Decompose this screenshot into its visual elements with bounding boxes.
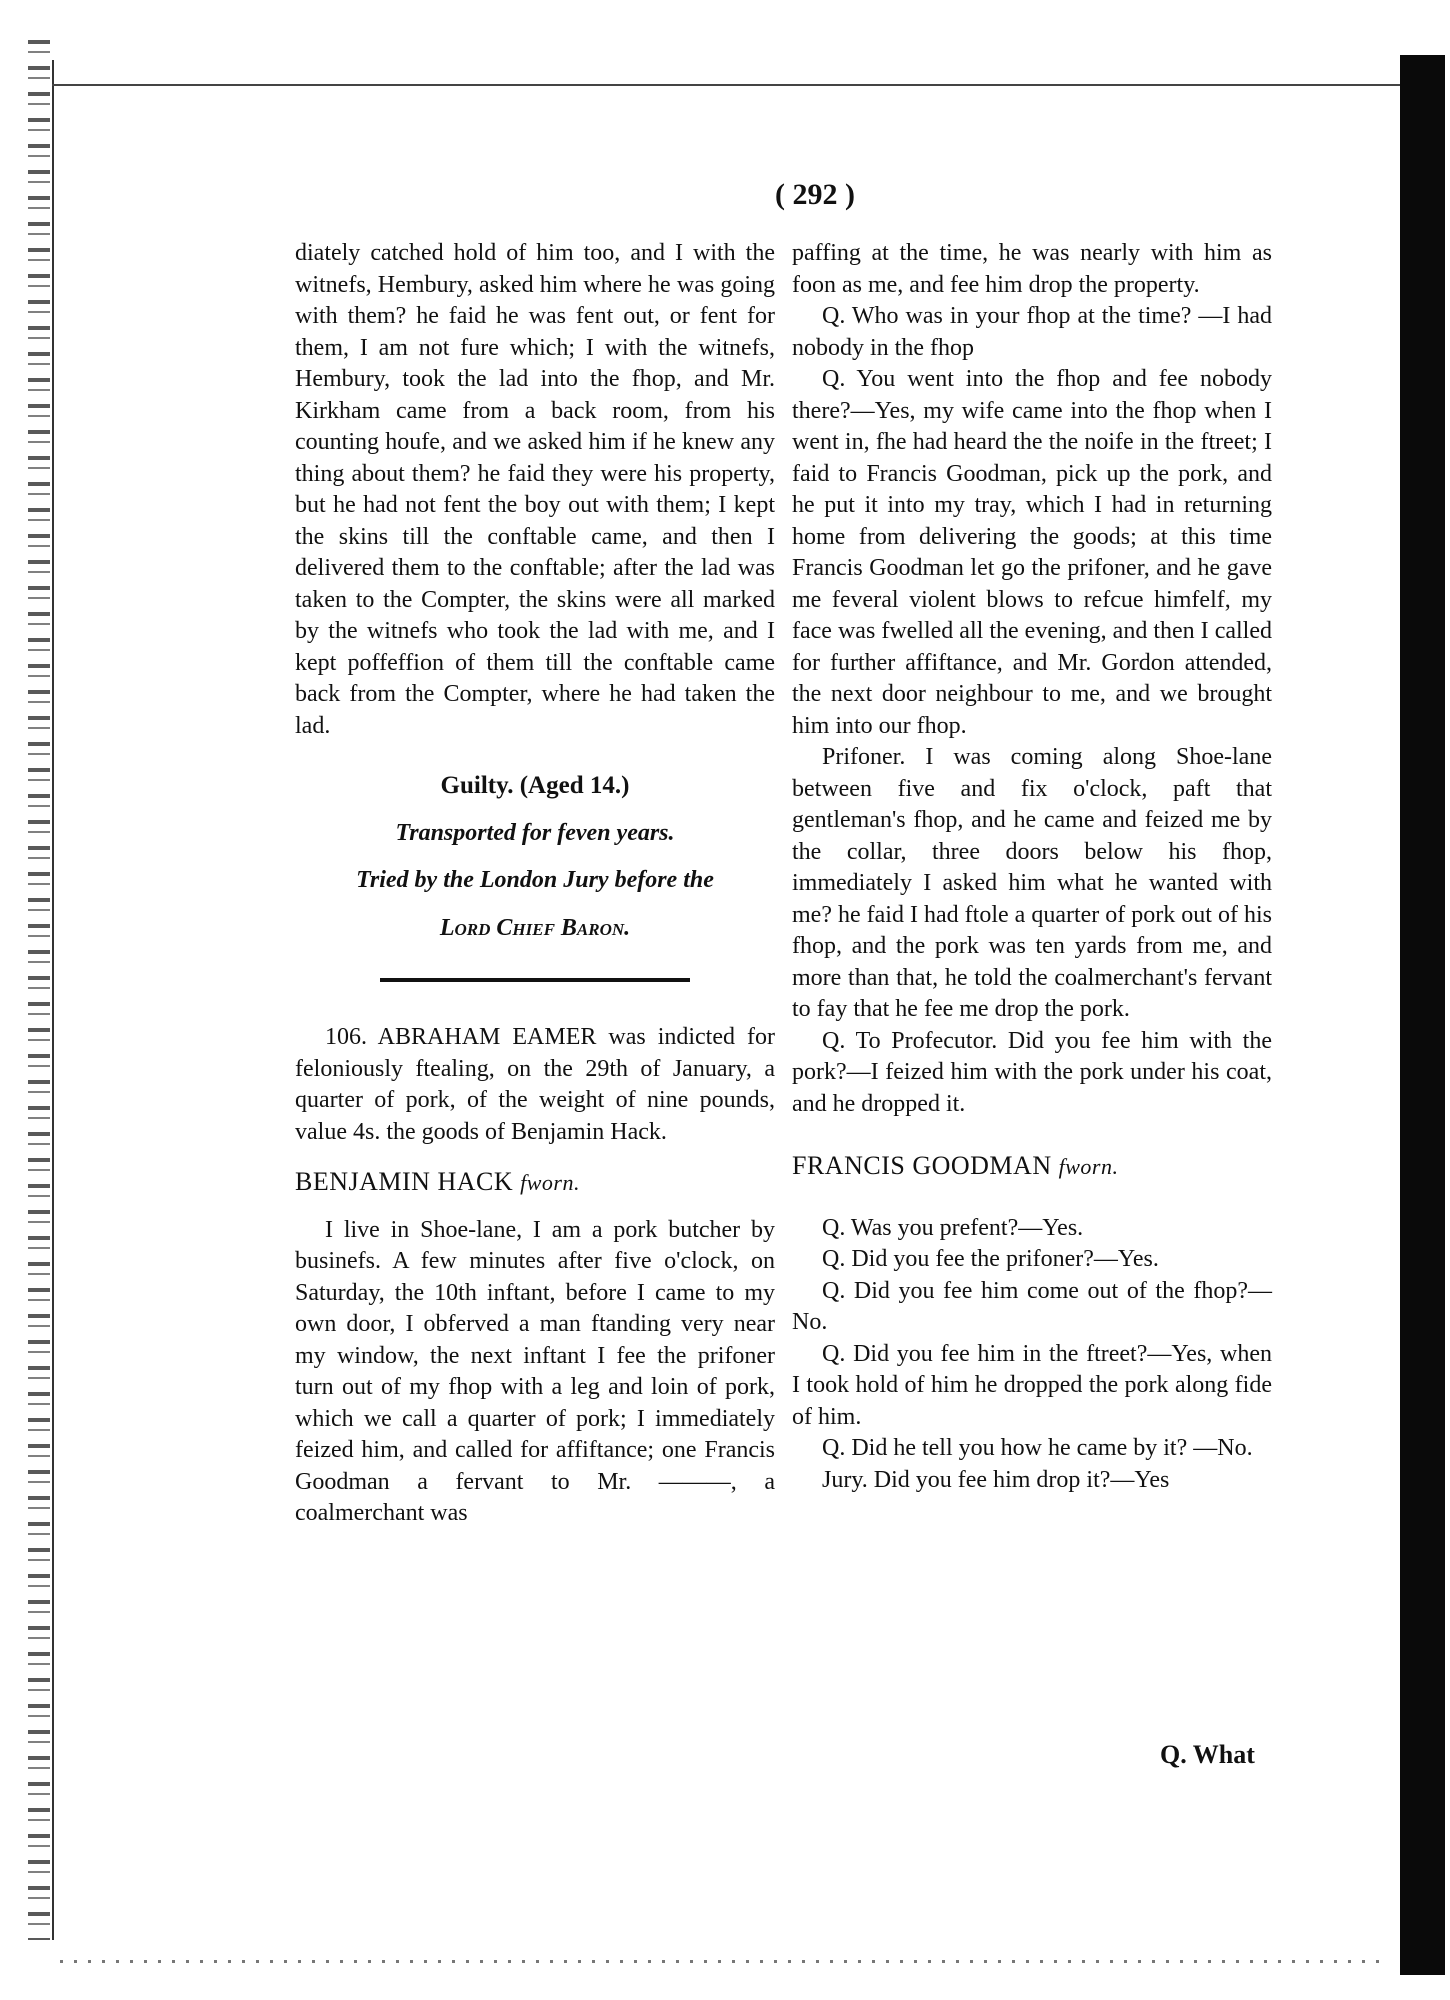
witness-name: FRANCIS GOODMAN <box>792 1151 1052 1180</box>
q-1: Q. Was you prefent?—Yes. <box>822 1214 1084 1241</box>
sworn-label: fworn. <box>520 1170 580 1195</box>
right-column <box>792 238 1272 1496</box>
qa-1: Q. Who was in your fhop at the time? —I had nobody in the fhop <box>792 303 1272 361</box>
scan-bottom-noise <box>60 1960 1390 1963</box>
qa-2: Q. You went into the fhop and fee nobody there?—Yes, my wife came into the fhop when I went in, fhe had heard the the noife in the ftreet; I faid to Francis Goodman, pick up the pork, and he put it into my tray, which I had in returning home from delivering the goods; at this time Francis Goodman let go the prifoner, and he gave me feveral violent blows to refcue himfelf, my face was fwelled all the evening, and then I called for further affiftance, and Mr. Gordon attended, the next door neighbour to me, and we brought him into our fhop. <box>792 366 1272 739</box>
scan-right-edge <box>1400 55 1445 1975</box>
scan-left-rule <box>52 60 54 1940</box>
tried-by: Tried by the London Jury before the <box>356 867 714 893</box>
left-column <box>295 238 775 1530</box>
verdict: Guilty. (Aged 14.) <box>440 772 630 799</box>
sworn-label: fworn. <box>1058 1154 1119 1179</box>
catchword: Q. What <box>1160 1740 1255 1769</box>
lord-chief-baron: Lord Chief Baron. <box>439 914 631 941</box>
qa-3: Q. To Profecutor. Did you fee him with the pork?—I feized him with the pork under his coat, and he dropped it. <box>792 1027 1272 1117</box>
q-2: Q. Did you fee the prifoner?—Yes. <box>822 1246 1159 1272</box>
q-5: Q. Did he tell you how he came by it? —No. <box>822 1435 1253 1461</box>
q-3: Q. Did you fee him come out of the fhop?—No. <box>792 1277 1272 1335</box>
witness-heading-hack <box>295 1166 775 1199</box>
scan-left-edge <box>28 40 50 1940</box>
left-paragraph: diately catched hold of him too, and I with the witnefs, Hembury, asked him where he was going with them? he faid he was fent out, or fent for them, I am not fure which; I with the witnefs, Hembury, took the lad into the fhop, and Mr. Kirkham came from a back room, from his counting houfe, and we asked him if he knew any thing about them? he faid they were his property, but he had not fent the boy out with them; I kept the skins till the conftable came, and then I delivered them to the conftable; after the lad was taken to the Compter, the skins were all marked by the witnefs who took the lad with me, and I kept poffeffion of them till the conftable came back from the Compter, where he had taken the lad. <box>295 240 775 739</box>
page-number: ( 292 ) <box>775 178 855 211</box>
right-paragraph: paffing at the time, he was nearly with him as foon as me, and fee him drop the property. <box>792 240 1272 298</box>
section-divider <box>380 978 690 982</box>
witness-heading-goodman <box>792 1150 1272 1183</box>
prisoner-statement: Prifoner. I was coming along Shoe-lane between five and fix o'clock, paft that gentleman's fhop, and he came and feized me by the collar, three doors below his fhop, immediately I asked him what he wanted with me? he faid I had ftole a quarter of pork out of his fhop, and the pork was ten yards from me, and more than that, he told the coalmerchant's fervant to fay that he fee me drop the pork. <box>792 744 1272 1022</box>
testimony: I live in Shoe-lane, I am a pork butcher by businefs. A few minutes after five o'clock, on Saturday, the 10th inftant, before I came to my own door, I obferved a man ftanding very near my window, the next inftant I fee the prifoner turn out of my fhop with a leg and loin of pork, which we call a quarter of pork; I immediately feized him, and called for affiftance; one Francis Goodman a fervant to Mr. ———, a coalmerchant was <box>295 1216 775 1526</box>
q-4: Q. Did you fee him in the ftreet?—Yes, when I took hold of him he dropped the pork along fide of him. <box>792 1340 1272 1430</box>
top-rule <box>52 84 1402 86</box>
sentence: Transported for feven years. <box>395 819 675 846</box>
witness-name: BENJAMIN HACK <box>295 1167 514 1196</box>
case-intro: 106. ABRAHAM EAMER was indicted for feloniously ftealing, on the 29th of January, a quarter of pork, of the weight of nine pounds, value 4s. the goods of Benjamin Hack. <box>295 1024 775 1145</box>
q-6: Jury. Did you fee him drop it?—Yes <box>822 1466 1170 1493</box>
